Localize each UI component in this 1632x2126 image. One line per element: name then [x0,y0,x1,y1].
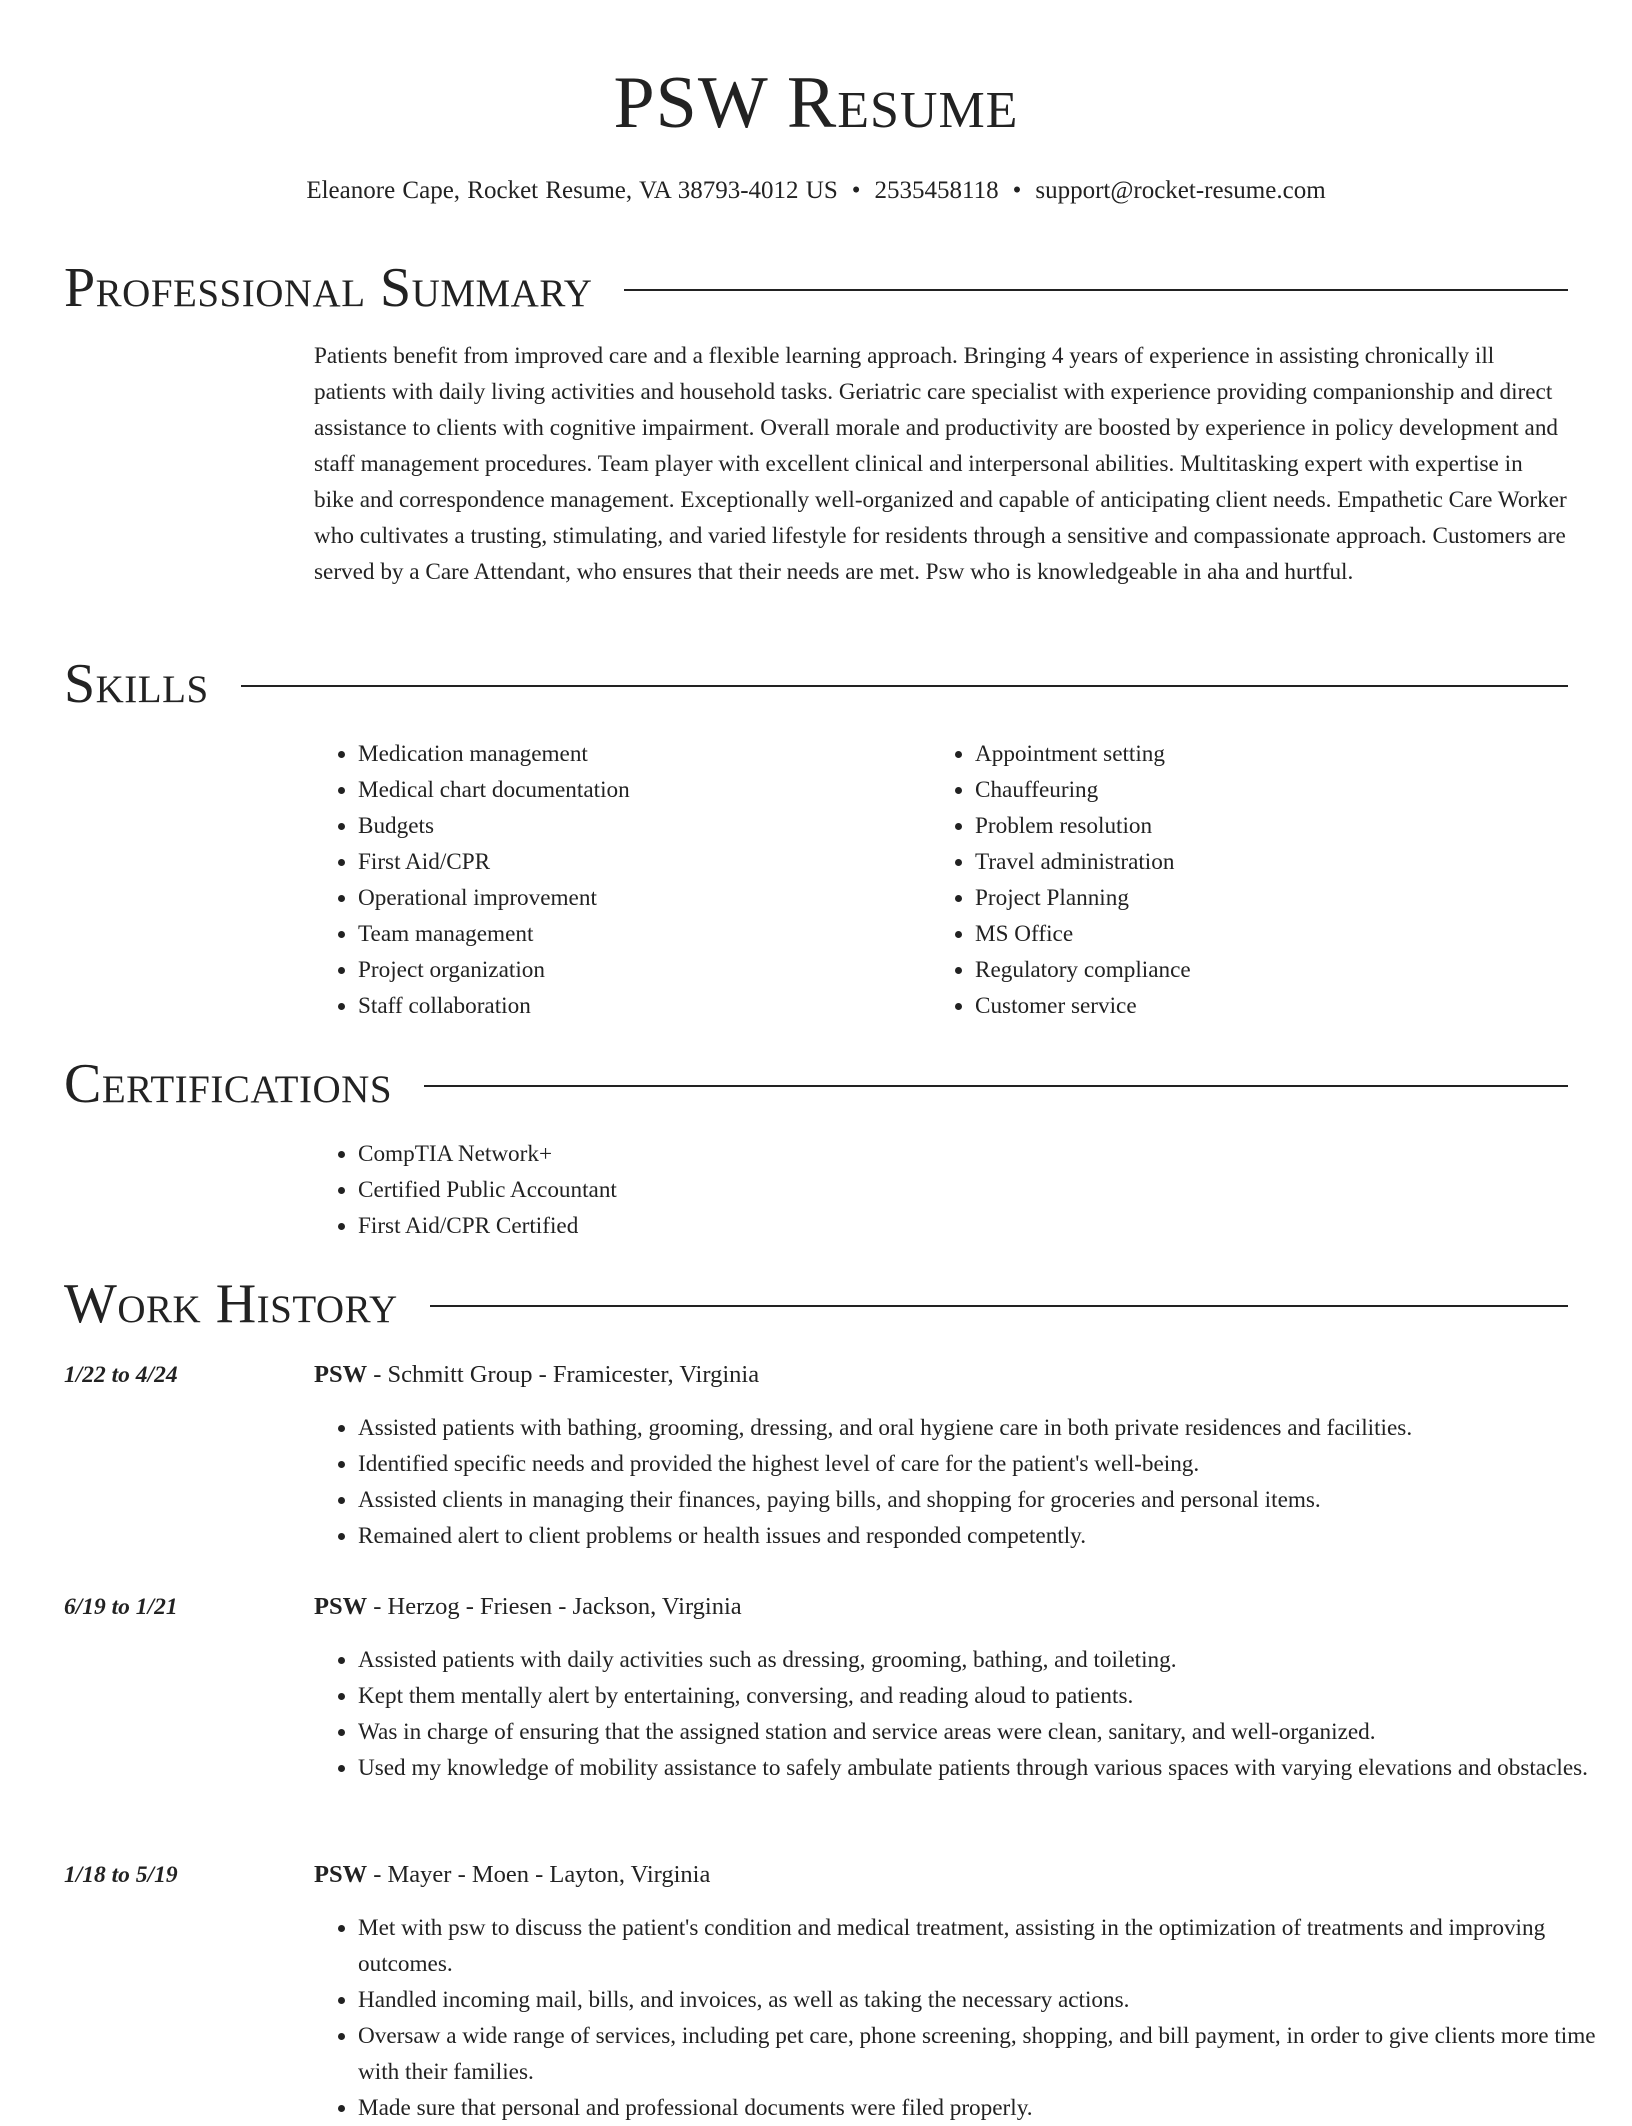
job-duty: • Assisted patients with daily activities such as dressing, grooming, bathing, and toileting. [358,1642,1612,1678]
skill-item: • Problem resolution [975,808,1575,844]
section-divider [624,289,1568,291]
skill-item: • Project organization [358,952,958,988]
job-duty: • Assisted clients in managing their finances, paying bills, and shopping for groceries and personal items. [358,1482,1612,1518]
job-employer: - Mayer - Moen - Layton, Virginia [367,1861,711,1888]
certification-item: • Certified Public Accountant [358,1172,1358,1208]
certification-item: • CompTIA Network+ [358,1136,1358,1172]
job-duty: • Kept them mentally alert by entertaining, conversing, and reading aloud to patients. [358,1678,1612,1714]
certification-item: • First Aid/CPR Certified [358,1208,1358,1244]
work-history-section-header [64,1272,1568,1336]
job-duty: • Met with psw to discuss the patient's condition and medical treatment, assisting in the optimization of treatments and improving outcomes. [358,1910,1612,1982]
contact-separator: • [1012,177,1022,204]
contact-phone: 2535458118 [874,177,999,204]
contact-address: Eleanore Cape, Rocket Resume, VA 38793-4012 US [306,177,838,204]
skill-item: • Customer service [975,988,1575,1024]
skill-item: • Travel administration [975,844,1575,880]
job-duties-list [314,1910,1612,2126]
job-employer: - Schmitt Group - Framicester, Virginia [367,1361,760,1388]
skill-item: • First Aid/CPR [358,844,958,880]
skill-item: • Operational improvement [358,880,958,916]
job-role: PSW [314,1861,368,1888]
summary-heading: Professional Summary [64,257,593,319]
certifications-heading: Certifications [64,1053,393,1115]
job-duty: • Identified specific needs and provided the highest level of care for the patient's well-being. [358,1446,1612,1482]
job-duty: • Used my knowledge of mobility assistance to safely ambulate patients through various spaces with varying elevations and obstacles. [358,1750,1612,1786]
job-title [314,1857,1568,1893]
skills-section-header [64,652,1568,716]
skill-item: • Chauffeuring [975,772,1575,808]
job-duty: • Assisted patients with bathing, grooming, dressing, and oral hygiene care in both private residences and facilities. [358,1410,1612,1446]
job-title [314,1589,1568,1625]
skill-item: • Staff collaboration [358,988,958,1024]
contact-email: support@rocket-resume.com [1035,177,1326,204]
job-role: PSW [314,1361,368,1388]
skill-item: • Medication management [358,736,958,772]
certifications-section-header [64,1052,1568,1116]
certifications-list [314,1136,1358,1244]
job-duty: • Remained alert to client problems or health issues and responded competently. [358,1518,1612,1554]
resume-title: PSW Resume [613,62,1019,144]
summary-section-header [64,256,1568,320]
job-duty: • Handled incoming mail, bills, and invoices, as well as taking the necessary actions. [358,1982,1612,2018]
job-dates: 1/18 to 5/19 [64,1862,178,1888]
section-divider [430,1305,1568,1307]
summary-text: Patients benefit from improved care and a flexible learning approach. Bringing 4 years of experience in assisting chronically ill patients with daily living activities and household tasks. Geriatric care specialist with experience providing companionship and direct assistance to clients with cognitive impairment. Overall morale and productivity are boosted by experience in policy development and staff management procedures. Team player with excellent clinical and interpersonal abilities. Multitasking expert with expertise in bike and correspondence management. Exceptionally well-organized and capable of anticipating client needs. Empathetic Care Worker who cultivates a trusting, stimulating, and varied lifestyle for residents through a sensitive and compassionate approach. Customers are served by a Care Attendant, who ensures that their needs are met. Psw who is knowledgeable in aha and hurtful. [314,343,1567,585]
skill-item: • Medical chart documentation [358,772,958,808]
job-duty: • Made sure that personal and professional documents were filed properly. [358,2090,1612,2126]
job-duty: • Was in charge of ensuring that the assigned station and service areas were clean, sanitary, and well-organized. [358,1714,1612,1750]
section-divider [424,1085,1568,1087]
skill-item: • Team management [358,916,958,952]
skills-heading: Skills [64,653,209,715]
job-dates: 1/22 to 4/24 [64,1362,178,1388]
contact-separator: • [851,177,861,204]
contact-line [0,174,1632,208]
job-employer: - Herzog - Friesen - Jackson, Virginia [367,1593,742,1620]
job-duties-list [314,1642,1612,1786]
section-divider [241,685,1568,687]
skills-list-left [314,736,958,1024]
job-role: PSW [314,1593,368,1620]
job-title [314,1357,1568,1393]
skill-item: • Budgets [358,808,958,844]
job-duties-list [314,1410,1612,1554]
skill-item: • MS Office [975,916,1575,952]
work-history-heading: Work History [64,1273,398,1335]
skill-item: • Appointment setting [975,736,1575,772]
skill-item: • Regulatory compliance [975,952,1575,988]
job-duty: • Oversaw a wide range of services, including pet care, phone screening, shopping, and bill payment, in order to give clients more time with their families. [358,2018,1612,2090]
job-dates: 6/19 to 1/21 [64,1594,178,1620]
skill-item: • Project Planning [975,880,1575,916]
skills-list-right [931,736,1575,1024]
